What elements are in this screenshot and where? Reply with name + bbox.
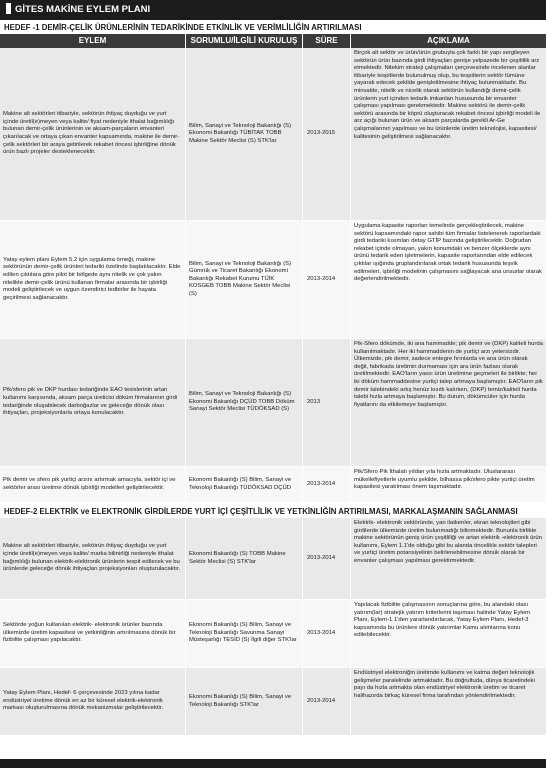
title-marker-icon bbox=[6, 3, 11, 14]
table-row bbox=[0, 221, 546, 339]
kurulus-cell: Bilim, Sanayi ve Teknoloji Bakanlığı (S) Gümrük ve Ticaret Bakanlığı Ekonomi Bakanlığı Rekabet Kurumu TÜİK KOSGEB TOBB Makine Sektör Meclisi (S) bbox=[186, 221, 303, 338]
kurulus-cell: Ekonomi Bakanlığı (S) Bilim, Sanayi ve Teknoloji Bakanlığı Savunma Sanayi Müsteşarlığı TESİD (S) İlgili diğer STK'lar bbox=[186, 600, 303, 667]
table-row bbox=[0, 600, 546, 668]
header-eylem: EYLEM bbox=[0, 34, 186, 48]
goal-1-heading: HEDEF -1 DEMİR-ÇELİK ÜRÜNLERİNİN TEDARİKİNDE ETKİNLİK VE VERİMLİLİĞİN ARTIRILMASI bbox=[0, 20, 546, 34]
aciklama-cell: Birçok alt sektör ve ürün/ürün grubuyla çok farklı bir yapı sergileyen sektörün ürün bazında girdi ihtiyaçları genişe yelpazede bir çeşitlilik arz etmektedir. Nitekim strateji çalışmaları çerçevesinde incelenen alanlar itibariyle tespitlerde bulunulmuş olup, bu tespitlerin sektör tümüne yayarak edecek şekilde genişletilmesine ihtiyaç bulunmaktadır. Bu minvalde, nitelik ve nicelik olarak sektörün kullandığı demir-çelik ürünlerin yurt içinden tedarik imkanları hususunda bir envanter çalışması yapılması gerekmektedir. Makine sektörü ile demir-çelik sektörü arasında bir köprü oluşturacak rekabet öncesi işbirliği modeli ile arz açığı bulunan ürün ve aksam parçalarda gerekli Ar-Ge çalışmalarının yapılması ve bu ürünlerde üretim teknolojisi, kapasitesi/ kalitesinin geliştirilmesi sağlanacaktır. bbox=[354, 50, 541, 140]
table-row bbox=[0, 518, 546, 600]
table-row bbox=[0, 467, 546, 503]
table-header bbox=[0, 34, 546, 48]
plan-title-bar bbox=[0, 0, 546, 20]
kurulus-cell: Ekonomi Bakanlığı (S) TOBB Makine Sektör Meclisi (S) STK'lar bbox=[186, 518, 303, 599]
footer-bar bbox=[0, 759, 546, 768]
kurulus-cell: Ekonomi Bakanlığı (S) Bilim, Sanayi ve Teknoloji Bakanlığı STK'lar bbox=[186, 668, 303, 735]
eylem-cell: Makine alt sektörleri itibariyle, sektörün ihtiyaç duyduğu ve yurt içinde üretil(e)meyen veya kalite/ fiyat nedeniyle ithalat bağımlılığı bulunan demir-çelik ürünlerinin ve aksam-parçaların envanteri çıkarılacak ve ortaya çıkan envanter kapsamında, makine ile demir-çelik sektörleri bir araya getirilerek rekabet öncesi işbirliğine dönük ürün bazlı projeler desteklenecektir. bbox=[0, 48, 186, 220]
aciklama-cell: Pik-Sfero dökümde, iki ana hammadde; pik demir ve (DKP) kaliteli hurda kullanılmaktadır. Her iki hammaddenin de yurtiçi arzı yetersizdir. Ülkemizde, pik demir, sadece entegre fırınlarda ve ana ürün olarak değil, fabrikada üretimin durmaması için ara ürün fazlası olarak üretilmektedir. EAO'ların yassı ürün üretimine geçmeleri ile birlikte; her iki döküm hammaddesine yurtiçi talep artmaya başlamıştır. EAO'ların pik demir talebindeki artış henüz kısıtlı kalırken, (DKP) temiz/kaliteli hurda talebi hızla artmaya başlamıştır. Bu durum, dökümcüler için hurda fiyatlarını da etkilemeye başlamıştır. bbox=[354, 341, 543, 408]
table-row bbox=[0, 48, 546, 221]
eylem-cell: Yatay eylem planı Eylem 5.2 için uygulama örneği, makine sektörünün demir-çelik ürünleri tedariki özelinde başlatılacaktır. Elde edilen çıktılara göre pilot bir bölgede aynı nitelik ve çok yakın nitelikte demir-çelik ürünü kullanan firmalar arasında bir işbirliği modeli geliştirilecek ve uygun özendirici tedbirler ile hayata geçirilmesi sağlanacaktır. bbox=[0, 221, 186, 338]
header-sure: SÜRE bbox=[303, 34, 351, 48]
sure-cell: 2013-2014 bbox=[303, 467, 351, 502]
eylem-cell: Sektörde yoğun kullanılan elektrik- elektronik ürünler bazında ülkemizde üretim kapasitesi ve yetkinliğinin artırılmasına dönük bir fizibilite çalışması yapılacaktır. bbox=[0, 600, 186, 667]
sure-cell: 2013-2014 bbox=[303, 668, 351, 735]
table-row bbox=[0, 668, 546, 736]
header-aciklama: AÇIKLAMA bbox=[427, 36, 470, 45]
eylem-cell: Yatay Eylem Planı, Hedef- 6 çerçevesinde 2023 yılına kadar endüstriyel üretime dönük en az bir küresel elektrik-elektronik markası oluşturulmasına dönük mekanizmalar geliştirilecektir. bbox=[0, 668, 186, 735]
aciklama-cell: Uygulama kapasite raporları temelinde gerçekleştirilecek, makine sektörü kapsamındaki rapor sahibi tüm firmalar listelenerek raporlardaki girdi tedariki kısımları detay GTİP bazında geliştirilecektir. Doğrudan rekabet içinde olmayan, yakın konumdaki ve benzer ölçeklerde aynı ürünü tedarik eden işletmelerin, kapasite raporlarından elde edilecek çıktılar ışığında gruplandırılarak ortak tedarik hususunda teşvik edilmeleri, işbirliği modelinin çalışmasını sağlayacak ana unsurlar olarak değerlendirilmektedir. bbox=[354, 223, 542, 283]
eylem-cell: Pik demir ve sfero pik yurtiçi arzını artırmak amacıyla, sektör içi ve sektörler arası üretime dönük işbirliği modelleri geliştirilecektir. bbox=[0, 467, 186, 502]
kurulus-cell: Bilim, Sanayi ve Teknoloji Bakanlığı (S) Ekonomi Bakanlığı TÜBİTAK TOBB Makine Sektör Meclisi (S) STK'lar bbox=[186, 48, 303, 220]
eylem-cell: Pik/sfero pik ve DKP hurdası tedariğinde EAO tesislerinin artan kullanımı karşısında, aksam parça üreticisi döküm firmalarının girdi tedariğinde oluşabilecek darboğazlar ve geleceğe dönük olası ihtiyaçları, projeksiyonlarla ortaya konulacaktır. bbox=[0, 339, 186, 466]
plan-title: GİTES MAKİNE EYLEM PLANI bbox=[15, 4, 151, 15]
aciklama-cell: Yapılacak fizibilite çalışmasının sonuçlarına göre, bu alandaki olası yatırım(lar) stratejik yatırım kriterlerini taşıması halinde Yatay Eylem Planı, Eylem-1.1'den yararlandırılacak, Yatay Eylem Planı, Hedef-3 kapsamında bu ürünlere dönük yatırımlar Kamu alımlarına konu edilebilecektir. bbox=[354, 602, 530, 639]
aciklama-cell: Pik/Sfero Pik İthalatı yıldan yıla hızla artmaktadır. Uluslararası mükellefiyetlerle uyumlu şekilde, bilhassa pik/sfero pikte yurtiçi üretim kapasitesi yaratılması önem taşımaktadır. bbox=[354, 469, 535, 491]
table-row bbox=[0, 339, 546, 467]
sure-cell: 2013-2014 bbox=[303, 600, 351, 667]
eylem-cell: Makine alt sektörleri itibariyle, sektörün ihtiyaç duyduğu ve yurt içinde üretil(e)meyen veya kalite/ marka bilinirliği nedeniyle ithalat bağımlılığı bulunan elektrik-elektronik ürünlerin tespit edilecek ve bu ürünlerde geleceğe dönük ihtiyaçları projeksiyonları oluşturulacaktır. bbox=[0, 518, 186, 599]
kurulus-cell: Ekonomi Bakanlığı (S) Bilim, Sanayi ve Teknoloji Bakanlığı TÜDÖKSAD DÇÜD bbox=[186, 467, 303, 502]
goal-2-heading: HEDEF-2 ELEKTRİK ve ELEKTRONİK GİRDİLERDE YURT İÇİ ÇEŞİTLİLİK VE YETKİNLİĞİN ARTIRILMASI, MARKALAŞMANIN SAĞLANMASI bbox=[0, 503, 546, 518]
aciklama-cell: Elektrik- elektronik sektöründe, yan ilatkenler, ekran teknolojileri gibi girdilerde ülkemizde üretim bulunmadığı bilinmektedir. Bununla birlikte makine sektörünün geniş ürün çeşitliliği ve artan elektrik -elektronik ürün kullanımı, Eylem 1.1'de olduğu gibi bu alanda öncelikle sektör talepleri ve yurtiçi üretim potansiyelinin belirlenebilmesine dönük olarak bir envanter çalışması yapılması gerektirmektedir. bbox=[354, 520, 542, 564]
header-kurulus: SORUMLU/İLGİLİ KURULUŞ bbox=[186, 34, 303, 48]
sure-cell: 2013 bbox=[303, 339, 351, 466]
aciklama-cell: Endüstriyel elektroniğin üretimde kullanımı ve katma değeri teknolojik gelişmeler paralelinde artmaktadır. Bu doğrultuda, dünya ticaretindeki payı da hızla artmakta olan endüstriyel elektronik üretim ve ticaret halihazırda birkaç küresel firma tarafından yönlendirilmektedir. bbox=[354, 670, 535, 699]
kurulus-cell: Bilim, Sanayi ve Teknoloji Bakanlığı (S) Ekonomi Bakanlığı DÇÜD TOBB Döküm Sanayi Sektör Meclisi TÜDÖKSAD (S) bbox=[186, 339, 303, 466]
sure-cell: 2013-2014 bbox=[303, 221, 351, 338]
sure-cell: 2013-2015 bbox=[303, 48, 351, 220]
sure-cell: 2013-2014 bbox=[303, 518, 351, 599]
